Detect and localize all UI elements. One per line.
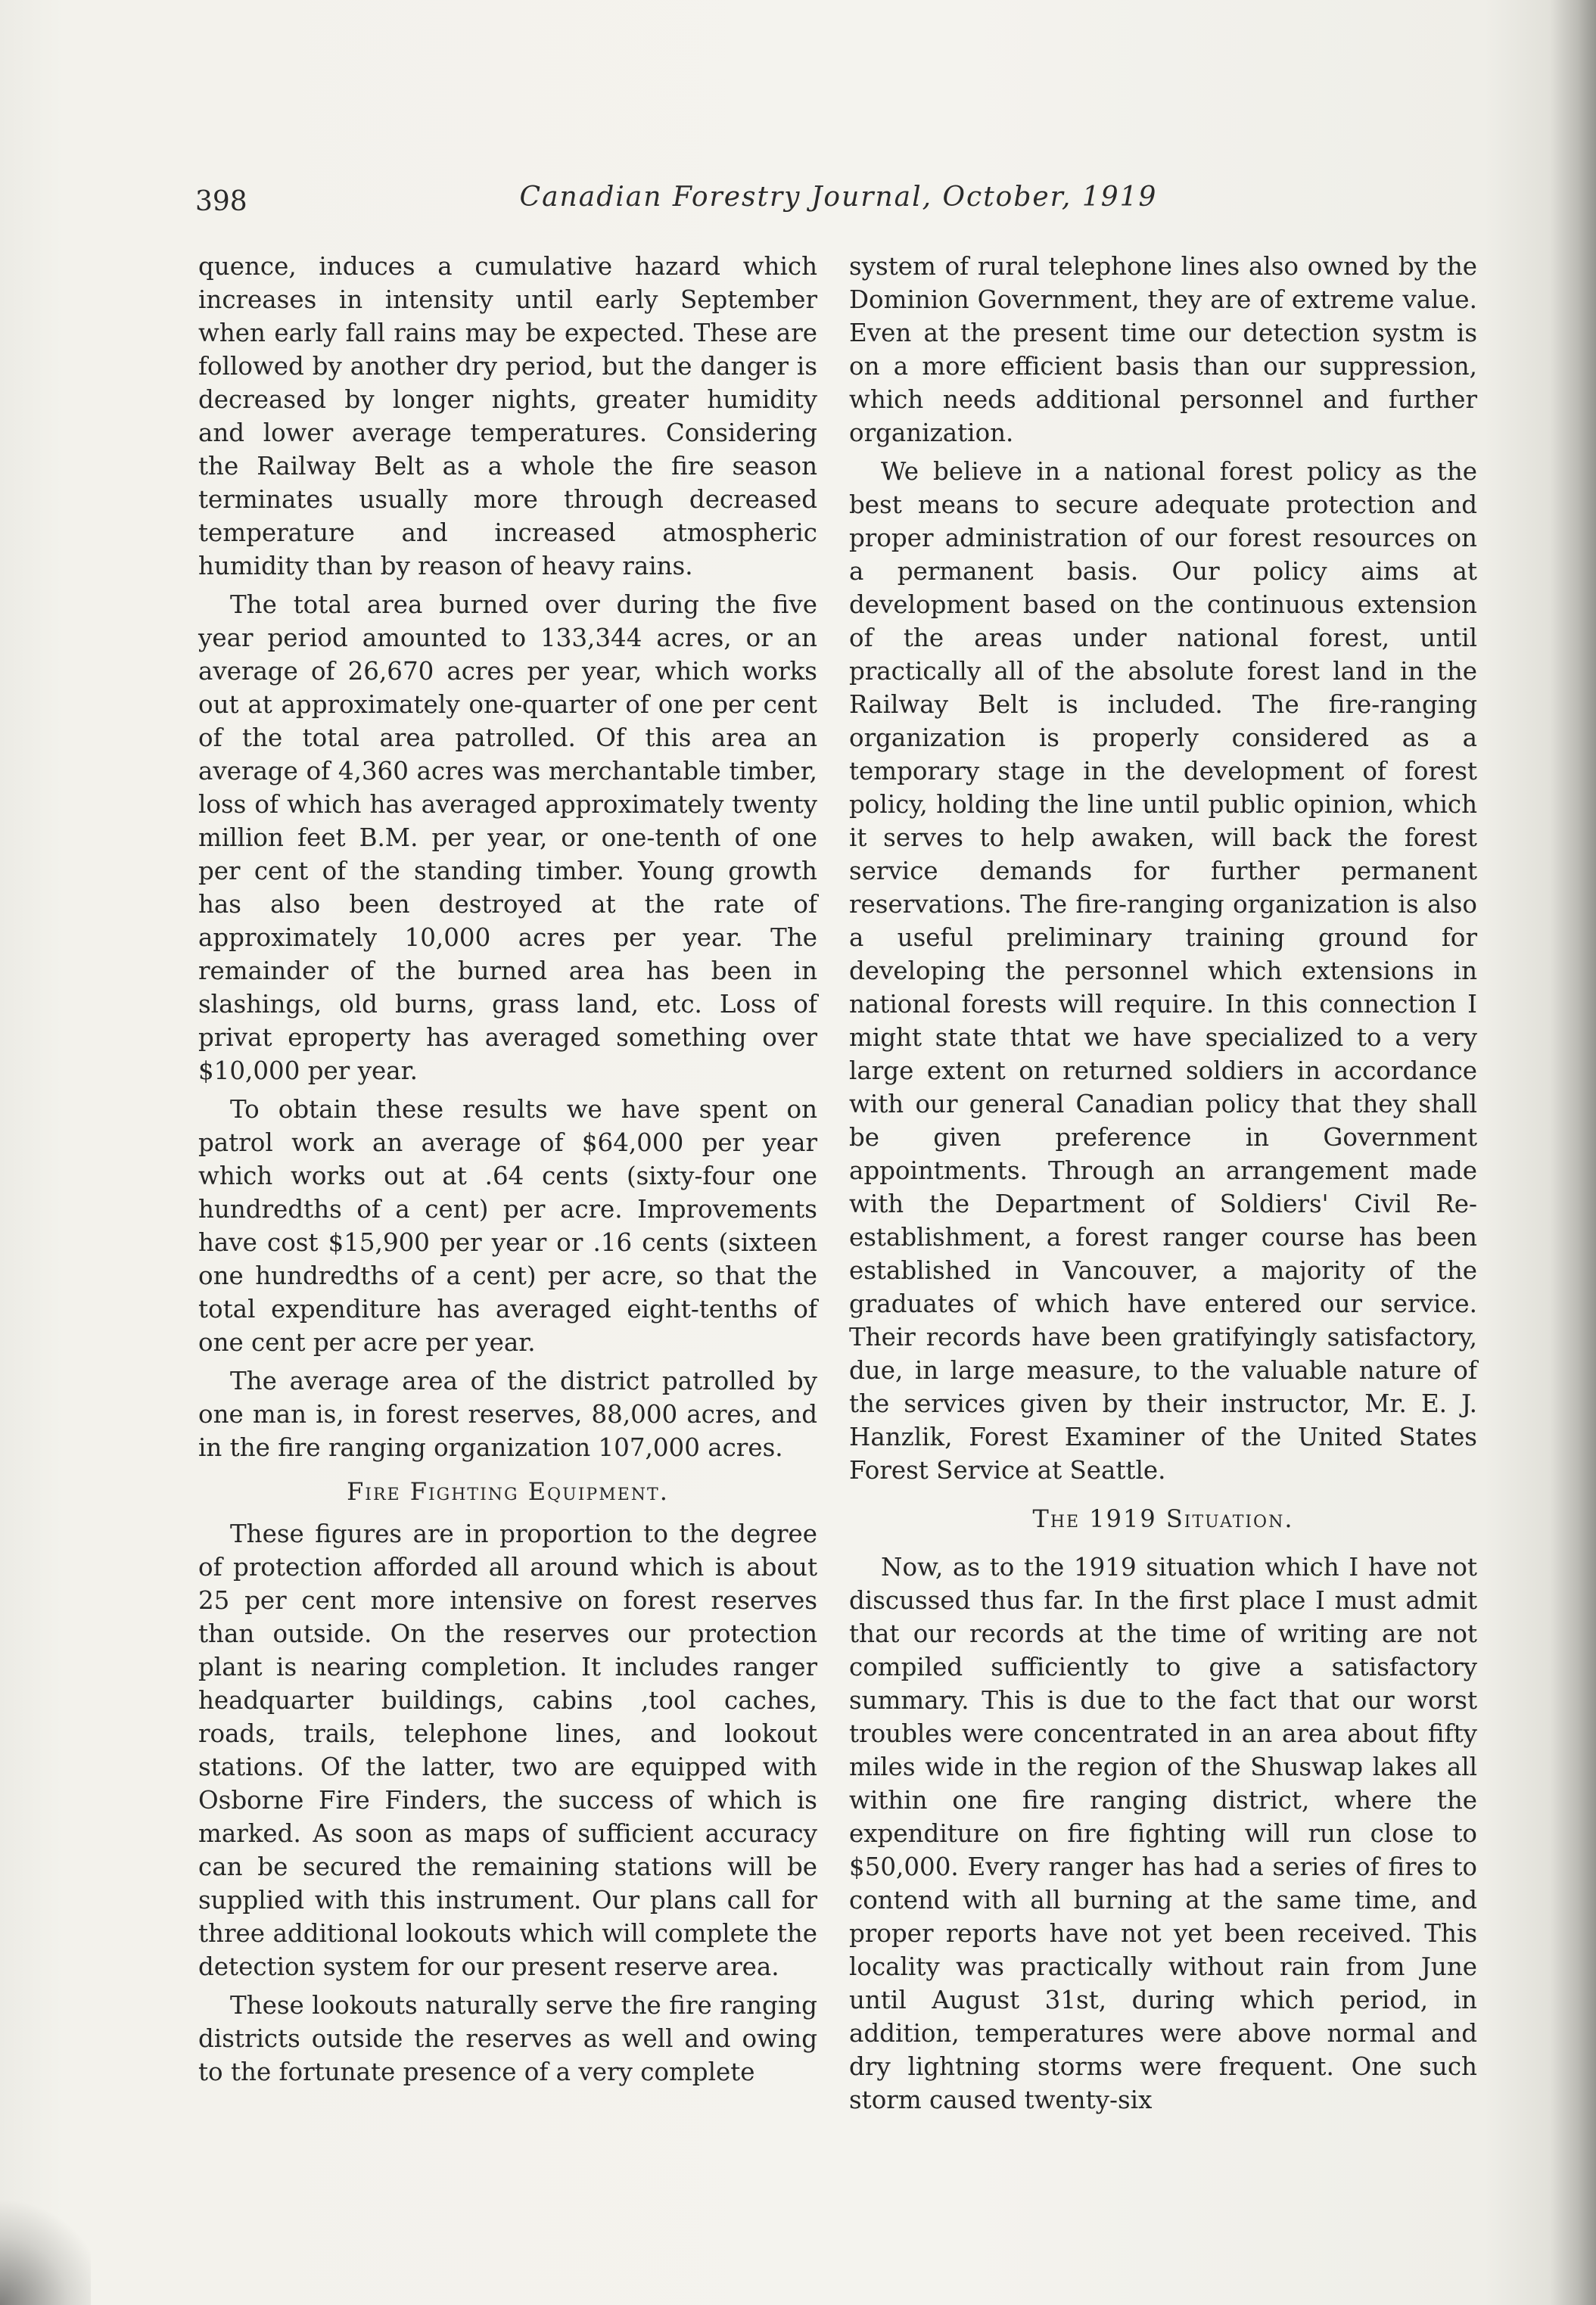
right-column	[849, 250, 1477, 2122]
paragraph: Now, as to the 1919 situation which I have not discussed thus far. In the first place I must admit that our records at the time of writing are not compiled sufficiently to give a satisfactory summary. This is due to the fact that our worst troubles were concentrated in an area about fifty miles wide in the region of the Shuswap lakes all within one fire ranging district, where the expenditure on fire fighting will run close to $50,000. Every ranger has had a series of fires to contend with all burning at the same time, and proper reports have not yet been received. This locality was practically without rain from June until August 31st, during which period, in addition, temperatures were above normal and dry lightning storms were frequent. One such storm caused twenty-six	[849, 1553, 1477, 2114]
paragraph: quence, induces a cumulative hazard which increases in intensity until early September when early fall rains may be expected. These are followed by another dry period, but the danger is decreased by longer nights, greater humidity and lower average temperatures. Considering the Railway Belt as a whole the fire season terminates usually more through decreased temperature and increased atmospheric humidity than by reason of heavy rains.	[198, 252, 817, 580]
section-heading: Fire Fighting Equipment.	[347, 1477, 669, 1506]
left-column	[198, 250, 817, 2094]
page-number: 398	[195, 186, 247, 217]
journal-title: Canadian Forestry Journal, October, 1919	[519, 182, 1158, 213]
corner-shadow	[0, 2184, 91, 2305]
paragraph: The average area of the district patrolled by one man is, in forest reserves, 88,000 acres, and in the fire ranging organization 107,000 acres.	[198, 1367, 817, 1462]
paragraph: These figures are in proportion to the degree of protection afforded all around which is about 25 per cent more intensive on forest reserves than outside. On the reserves our protection plant is nearing completion. It includes ranger headquarter buildings, cabins ,tool caches, roads, trails, telephone lines, and lookout stations. Of the latter, two are equipped with Osborne Fire Finders, the success of which is marked. As soon as maps of sufficient accuracy can be secured the remaining stations will be supplied with this instrument. Our plans call for three additional lookouts which will complete the detection system for our present reserve area.	[198, 1520, 817, 1981]
section-heading: The 1919 Situation.	[1032, 1504, 1294, 1533]
running-head	[195, 176, 1482, 221]
page-edge-shadow	[1551, 0, 1596, 2305]
paragraph: system of rural telephone lines also owned by the Dominion Government, they are of extreme value. Even at the present time our detection systm is on a more efficient basis than our suppression, which needs additional personnel and further organization.	[849, 252, 1477, 447]
paragraph: To obtain these results we have spent on patrol work an average of $64,000 per year which works out at .64 cents (sixty-four one hundredths of a cent) per acre. Improvements have cost $15,900 per year or .16 cents (sixteen one hundredths of a cent) per acre, so that the total expenditure has averaged eight-tenths of one cent per acre per year.	[198, 1095, 817, 1357]
paragraph: We believe in a national forest policy as the best means to secure adequate protection and proper administration of our forest resources on a permanent basis. Our policy aims at development based on the continuous extension of the areas under national forest, until practically all of the absolute forest land in the Railway Belt is included. The fire-ranging organization is properly considered as a temporary stage in the development of forest policy, holding the line until public opinion, which it serves to help awaken, will back the forest service demands for further permanent reservations. The fire-ranging organization is also a useful preliminary training ground for developing the personnel which extensions in national forests will require. In this connection I might state thtat we have specialized to a very large extent on returned soldiers in accordance with our general Canadian policy that they shall be given preference in Government appointments. Through an arrangement made with the Department of Soldiers' Civil Re-establishment, a forest ranger course has been established in Vancouver, a majority of the graduates of which have entered our service. Their records have been gratifyingly satisfactory, due, in large measure, to the valuable nature of the services given by their instructor, Mr. E. J. Hanzlik, Forest Examiner of the United States Forest Service at Seattle.	[849, 457, 1477, 1485]
paragraph: The total area burned over during the five year period amounted to 133,344 acres, or an average of 26,670 acres per year, which works out at approximately one-quarter of one per cent of the total area patrolled. Of this area an average of 4,360 acres was merchantable timber, loss of which has averaged approximately twenty million feet B.M. per year, or one-tenth of one per cent of the standing timber. Young growth has also been destroyed at the rate of approximately 10,000 acres per year. The remainder of the burned area has been in slashings, old burns, grass land, etc. Loss of privat eproperty has averaged something over $10,000 per year.	[198, 590, 817, 1085]
paragraph: These lookouts naturally serve the fire ranging districts outside the reserves as well and owing to the fortunate presence of a very complete	[198, 1991, 817, 2086]
